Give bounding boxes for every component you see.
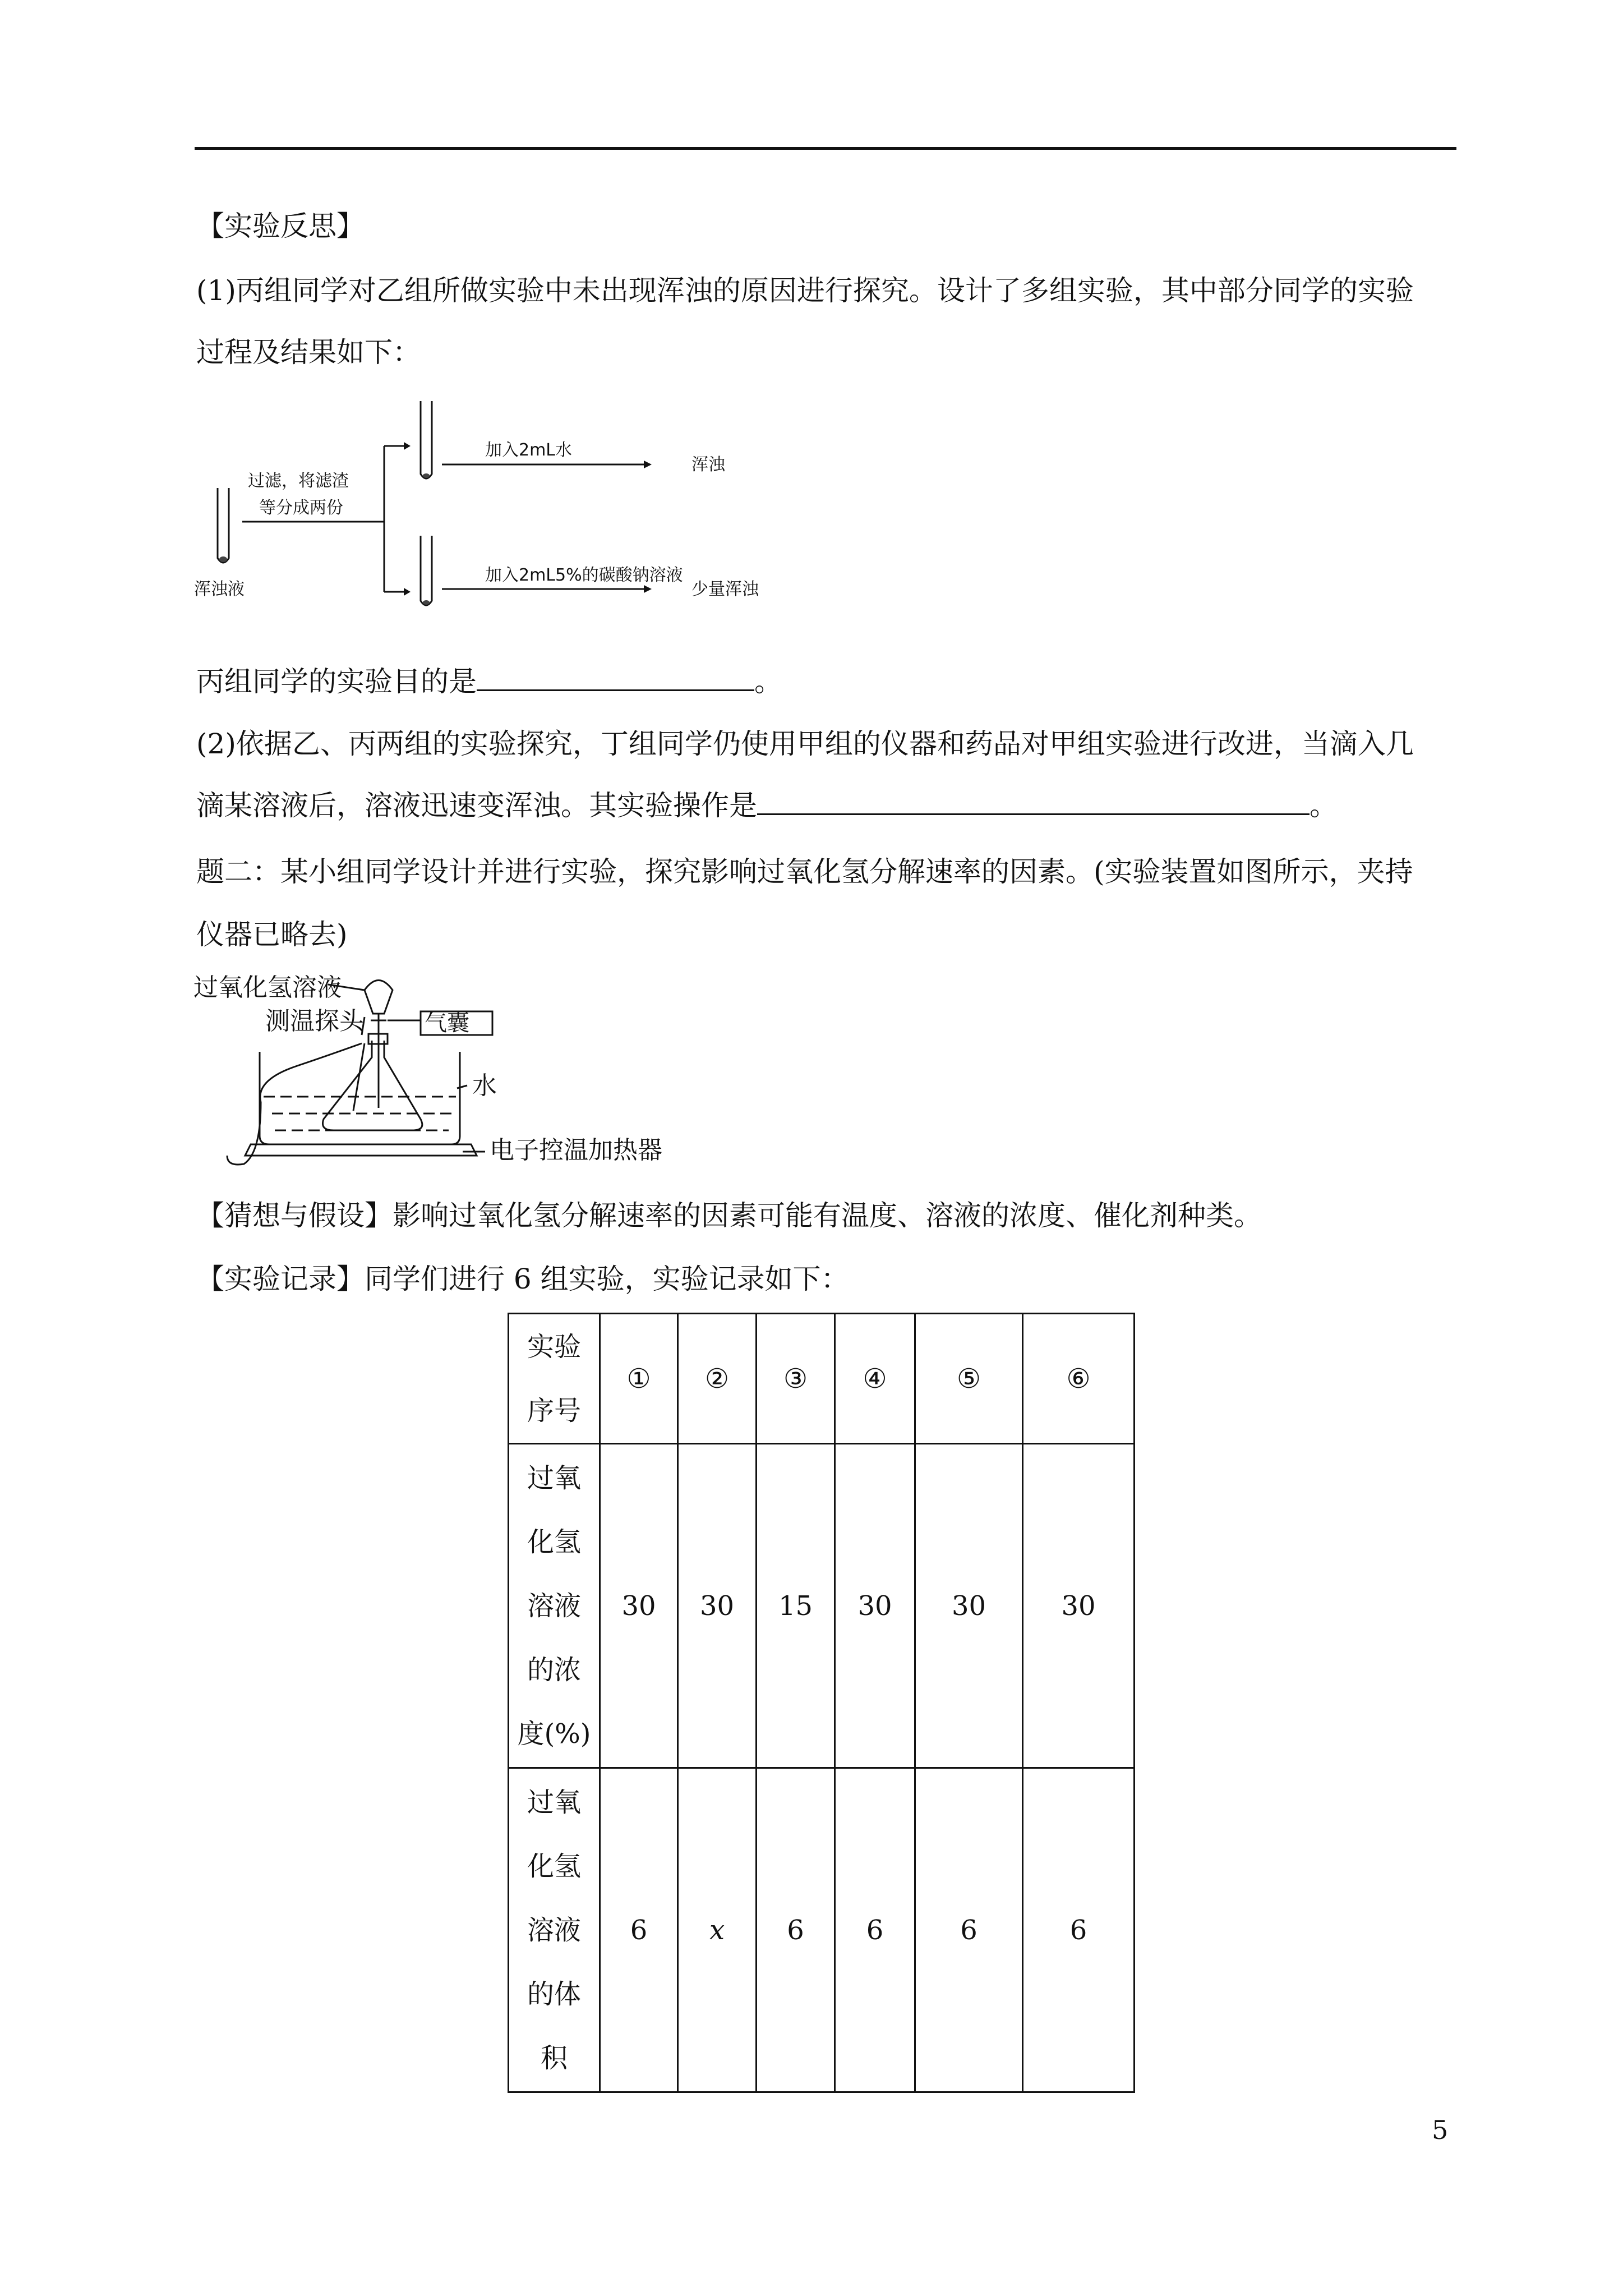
apparatus-probe-label: 测温探头 <box>265 1007 364 1036</box>
row-header-text: 溶液 <box>527 1590 581 1622</box>
flow-top-result: 浑浊 <box>691 455 725 475</box>
row-header-text: 实验 <box>527 1331 581 1363</box>
row-header-text: 的体 <box>527 1978 581 2010</box>
apparatus-water-label: 水 <box>472 1071 497 1100</box>
table-cell: 30 <box>915 1444 1023 1768</box>
row-header-text: 度(%) <box>517 1718 591 1750</box>
flow-start-label: 浑浊液 <box>194 579 245 599</box>
q1-text-line2: 过程及结果如下： <box>196 336 421 369</box>
table-row <box>509 1768 1135 2092</box>
record-intro-line: 【实验记录】同学们进行 6 组实验，实验记录如下： <box>196 1263 849 1295</box>
q2-line2-suffix: 。 <box>1310 789 1338 822</box>
topic2-text-line1: 题二：某小组同学设计并进行实验，探究影响过氧化氢分解速率的因素。(实验装置如图所示，夹持 <box>196 855 1413 888</box>
q1-purpose-prefix: 丙组同学的实验目的是 <box>196 665 477 698</box>
apparatus-diagram <box>193 973 676 1175</box>
row-header-id <box>509 1314 600 1444</box>
row-header-text: 过氧 <box>527 1462 581 1494</box>
flow-bottom-step: 加入2mL5%的碳酸钠溶液 <box>485 565 683 585</box>
table-cell: 6 <box>1023 1768 1135 2092</box>
table-cell: 6 <box>757 1768 835 2092</box>
table-cell: 30 <box>678 1444 757 1768</box>
hypothesis-line: 【猜想与假设】影响过氧化氢分解速率的因素可能有温度、溶液的浓度、催化剂种类。 <box>196 1199 1262 1232</box>
test-tube-top-icon <box>421 401 432 478</box>
flow-split-line2: 等分成两份 <box>259 498 343 518</box>
table-cell: ⑥ <box>1023 1314 1135 1444</box>
q1-text-line1: (1)丙组同学对乙组所做实验中未出现浑浊的原因进行探究。设计了多组实验，其中部分同学的实验 <box>196 274 1414 307</box>
table-cell: ③ <box>757 1314 835 1444</box>
q2-text-line2 <box>196 789 1338 822</box>
row-header-text: 积 <box>540 2042 568 2074</box>
table-cell: 30 <box>600 1444 678 1768</box>
row-header-text: 的浓 <box>527 1654 581 1686</box>
row-header-text: 过氧 <box>527 1786 581 1818</box>
table-cell: 30 <box>835 1444 915 1768</box>
header-rule <box>195 147 1456 150</box>
table-cell: ④ <box>835 1314 915 1444</box>
table-cell: 6 <box>915 1768 1023 2092</box>
test-tube-bottom-icon <box>421 536 432 605</box>
table-cell: 6 <box>600 1768 678 2092</box>
filtration-flow-diagram <box>191 401 796 614</box>
table-cell: 30 <box>1023 1444 1135 1768</box>
test-tube-start-icon <box>218 488 229 563</box>
row-header-text: 化氢 <box>527 1850 581 1882</box>
q1-purpose-suffix: 。 <box>754 665 782 698</box>
apparatus-heater-label: 电子控温加热器 <box>490 1136 662 1165</box>
q1-purpose-line <box>196 665 782 698</box>
row-header-text: 溶液 <box>527 1914 581 1946</box>
table-cell: ② <box>678 1314 757 1444</box>
row-header-volume <box>509 1768 600 2092</box>
q2-answer-blank[interactable] <box>757 789 1310 815</box>
q2-line2-prefix: 滴某溶液后，溶液迅速变浑浊。其实验操作是 <box>196 789 757 822</box>
row-header-text: 化氢 <box>527 1526 581 1558</box>
apparatus-h2o2-label: 过氧化氢溶液 <box>193 973 342 1002</box>
row-header-concentration <box>509 1444 600 1768</box>
page-number: 5 <box>1432 2115 1449 2145</box>
flow-top-step: 加入2mL水 <box>485 440 573 460</box>
table-cell: 15 <box>757 1444 835 1768</box>
flow-bottom-result: 少量浑浊 <box>691 579 759 599</box>
table-cell: 6 <box>835 1768 915 2092</box>
section-reflection-heading: 【实验反思】 <box>196 210 365 242</box>
q1-answer-blank[interactable] <box>477 665 754 691</box>
flow-split-line1: 过滤，将滤渣 <box>248 471 349 491</box>
table-cell: x <box>678 1768 757 2092</box>
topic2-text-line2: 仪器已略去) <box>196 918 348 951</box>
apparatus-balloon-label: 气囊 <box>425 1010 469 1036</box>
row-header-text: 序号 <box>527 1395 581 1427</box>
q2-text-line1: (2)依据乙、丙两组的实验探究，丁组同学仍使用甲组的仪器和药品对甲组实验进行改进，当滴入几 <box>196 728 1414 760</box>
table-cell: ① <box>600 1314 678 1444</box>
table-cell: ⑤ <box>915 1314 1023 1444</box>
table-row <box>509 1314 1135 1444</box>
experiment-record-table <box>508 1313 1135 2093</box>
table-row <box>509 1444 1135 1768</box>
